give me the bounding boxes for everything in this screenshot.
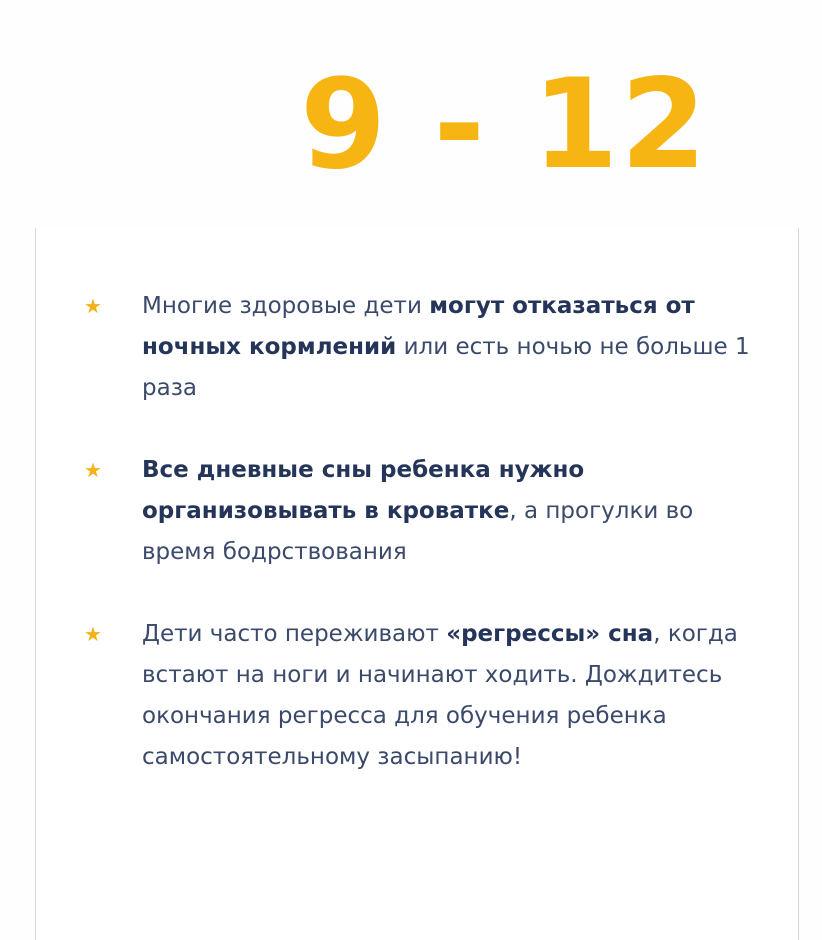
bullet-1-part-2: могут отказаться от ночных кормлений — [142, 293, 695, 360]
star-icon: ★ — [84, 624, 102, 646]
star-icon: ★ — [84, 460, 102, 482]
bullet-text-2 — [142, 450, 772, 573]
bullet-2-part-2: , а прогулки во время бодрствования — [142, 498, 694, 565]
bullet-1-part-3: или есть ночью не больше 1 раза — [142, 334, 750, 401]
bullet-3-part-3: , когда встают на ноги и начинают ходить. Дождитесь окончания регресса для обучения ребенка самостоятельному засыпанию! — [142, 621, 738, 770]
bullet-3-part-1: Дети часто переживают — [142, 621, 447, 647]
bullet-text-1 — [142, 286, 772, 409]
age-range-heading: 9 - 12 — [300, 53, 709, 197]
star-icon: ★ — [84, 296, 102, 318]
bullet-2-part-1: Все дневные сны ребенка нужно организовывать в кроватке — [142, 457, 585, 524]
bullet-text-3 — [142, 614, 772, 778]
content-card — [35, 228, 799, 940]
bullet-3-part-2: «регрессы» сна — [446, 621, 654, 647]
bullet-1-part-1: Многие здоровые дети — [142, 293, 430, 319]
